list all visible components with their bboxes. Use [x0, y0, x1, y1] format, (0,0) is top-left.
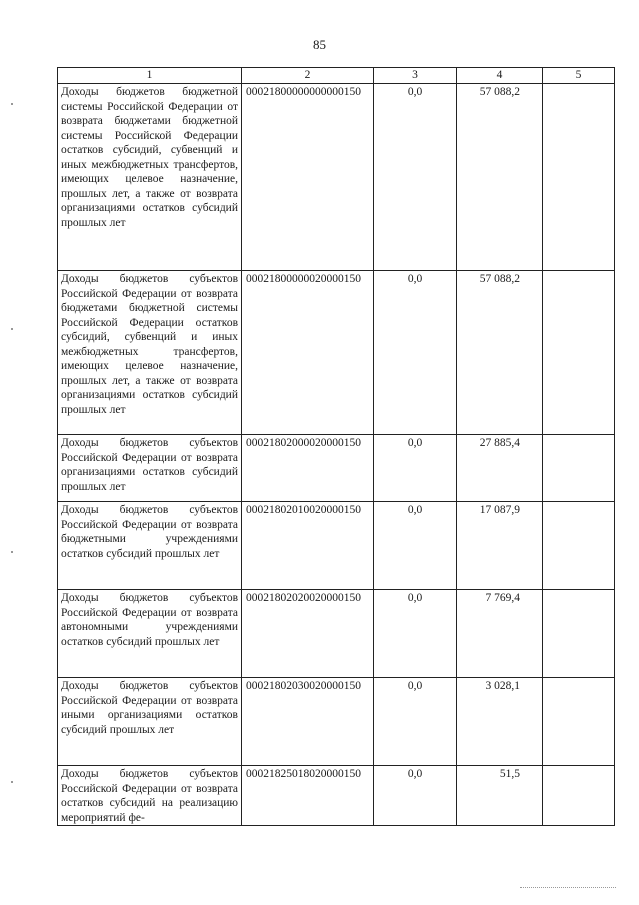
table-row: [58, 502, 615, 590]
row-value-4: 57 088,2: [457, 271, 543, 435]
row-code: 00021800000020000150: [242, 271, 374, 435]
row-value-3: 0,0: [374, 271, 457, 435]
table-row: [58, 435, 615, 502]
column-header-5: 5: [543, 68, 615, 84]
row-value-3: 0,0: [374, 84, 457, 271]
row-code: 00021802030020000150: [242, 678, 374, 766]
row-value-5: [543, 766, 615, 826]
margin-dot-mark: [11, 103, 13, 105]
row-value-4: 3 028,1: [457, 678, 543, 766]
row-description: Доходы бюджетов субъектов Российской Федерации от возврата бюджетами бюджетной системы Российской Федерации остатков субсидий, субвенций и иных межбюджетных трансфертов, имеющих целевое назначение, прошлых лет, а также от возврата организациями остатков субсидий прошлых лет: [58, 271, 242, 435]
row-value-4: 7 769,4: [457, 590, 543, 678]
row-code: 00021802020020000150: [242, 590, 374, 678]
row-value-3: 0,0: [374, 590, 457, 678]
row-description: Доходы бюджетов субъектов Российской Федерации от возврата остатков субсидий на реализацию мероприятий фе-: [58, 766, 242, 826]
column-header-1: 1: [58, 68, 242, 84]
table-row: [58, 271, 615, 435]
row-value-4: 57 088,2: [457, 84, 543, 271]
row-value-5: [543, 502, 615, 590]
column-header-4: 4: [457, 68, 543, 84]
scan-artifact-line: [520, 884, 616, 888]
row-code: 00021802010020000150: [242, 502, 374, 590]
table-row: [58, 766, 615, 826]
table-header-row: [58, 68, 615, 84]
row-value-4: 51,5: [457, 766, 543, 826]
row-value-4: 17 087,9: [457, 502, 543, 590]
table-row: [58, 590, 615, 678]
row-value-3: 0,0: [374, 766, 457, 826]
row-value-5: [543, 84, 615, 271]
column-header-2: 2: [242, 68, 374, 84]
table-row: [58, 678, 615, 766]
row-value-5: [543, 590, 615, 678]
row-value-5: [543, 678, 615, 766]
row-code: 00021825018020000150: [242, 766, 374, 826]
revenue-table: [57, 67, 615, 826]
page-number: 85: [313, 37, 326, 52]
row-value-4: 27 885,4: [457, 435, 543, 502]
row-code: 00021802000020000150: [242, 435, 374, 502]
row-value-3: 0,0: [374, 435, 457, 502]
row-value-5: [543, 271, 615, 435]
table-row: [58, 84, 615, 271]
row-description: Доходы бюджетов бюджетной системы Российской Федерации от возврата бюджетами бюджетной системы Российской Федерации остатков субсидий, субвенций и иных межбюджетных трансфертов, имеющих целевое назначение, прошлых лет, а также от возврата организациями остатков субсидий прошлых лет: [58, 84, 242, 271]
margin-dot-mark: [11, 328, 13, 330]
row-description: Доходы бюджетов субъектов Российской Федерации от возврата организациями остатков субсидий прошлых лет: [58, 435, 242, 502]
row-value-3: 0,0: [374, 678, 457, 766]
row-value-5: [543, 435, 615, 502]
margin-dot-mark: [11, 551, 13, 553]
row-code: 00021800000000000150: [242, 84, 374, 271]
column-header-3: 3: [374, 68, 457, 84]
row-value-3: 0,0: [374, 502, 457, 590]
row-description: Доходы бюджетов субъектов Российской Федерации от возврата иными организациями остатков субсидий прошлых лет: [58, 678, 242, 766]
margin-dot-mark: [11, 781, 13, 783]
row-description: Доходы бюджетов субъектов Российской Федерации от возврата бюджетными учреждениями остатков субсидий прошлых лет: [58, 502, 242, 590]
row-description: Доходы бюджетов субъектов Российской Федерации от возврата автономными учреждениями остатков субсидий прошлых лет: [58, 590, 242, 678]
